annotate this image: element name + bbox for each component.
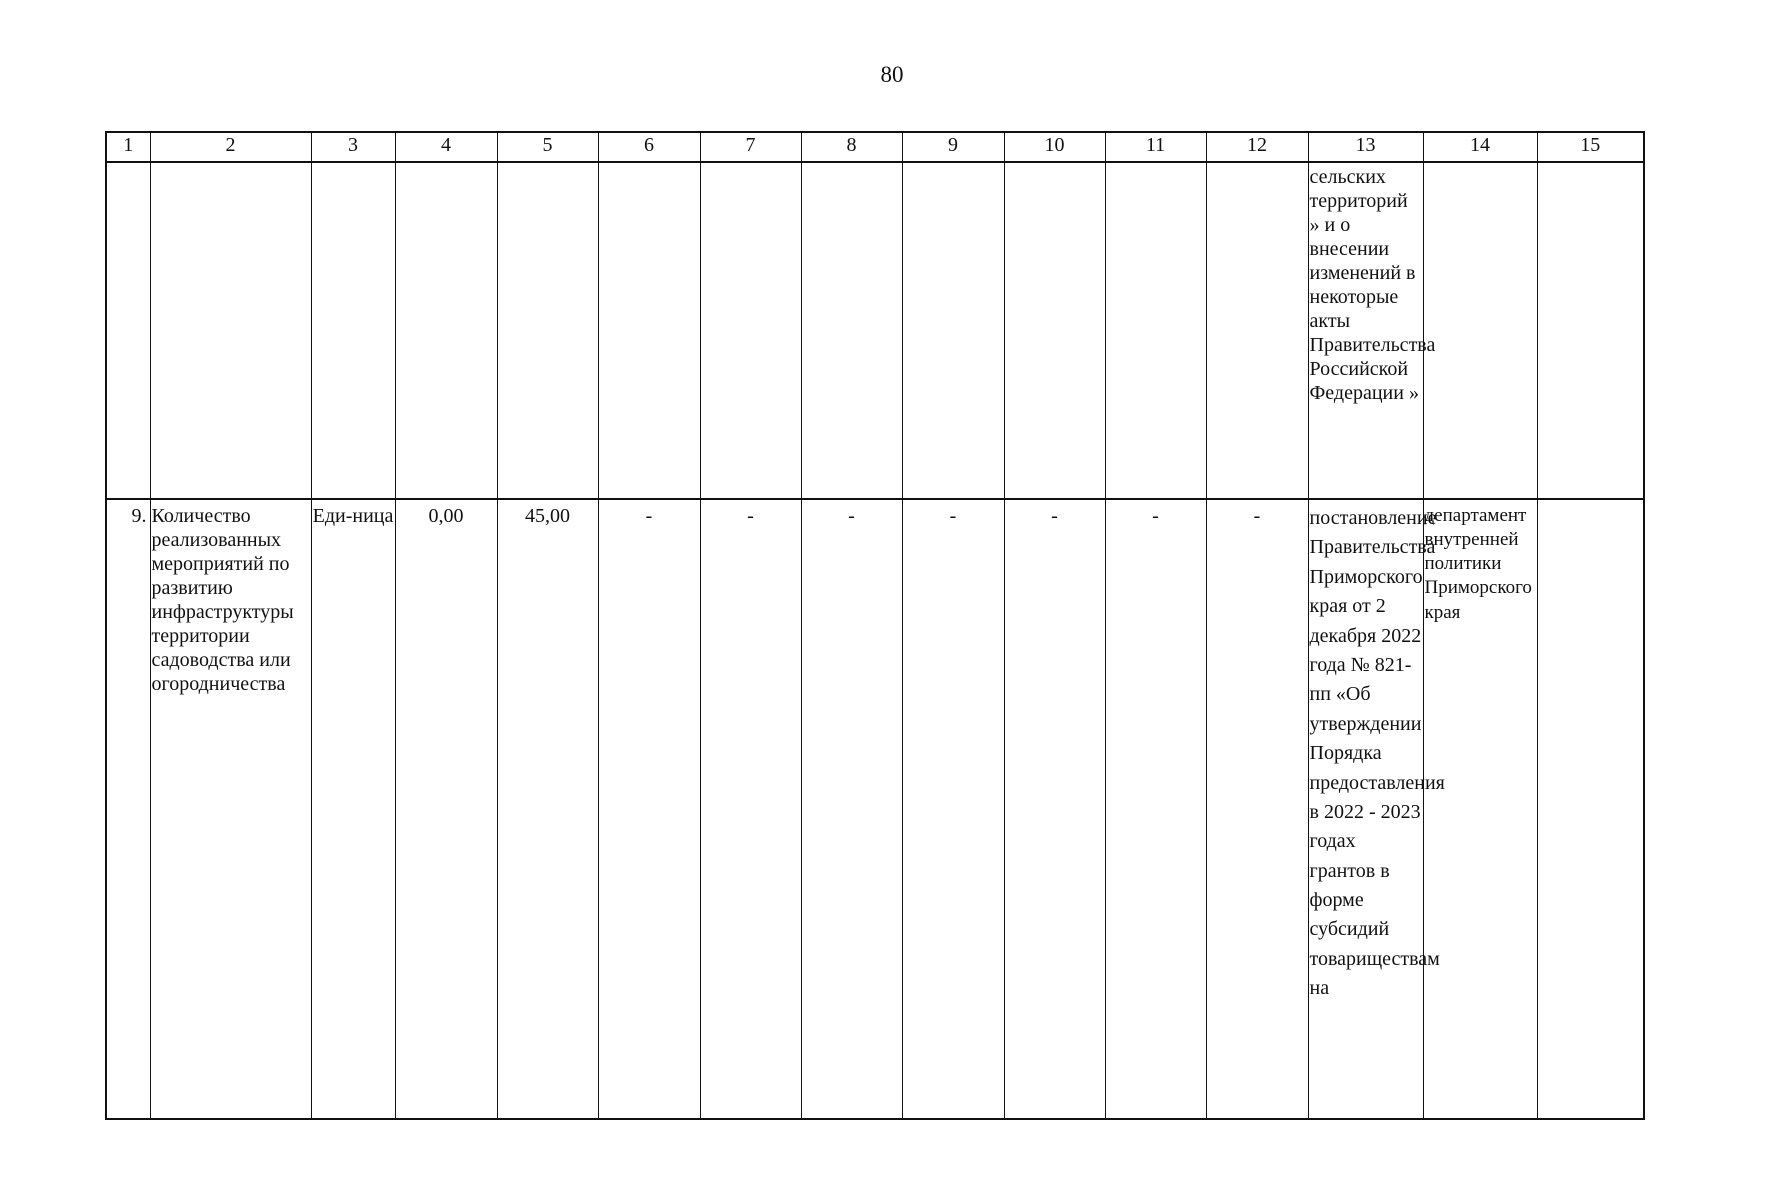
table-cell xyxy=(1423,499,1537,1119)
header-cell: 7 xyxy=(700,132,801,162)
year-value: - xyxy=(747,505,754,527)
table-cell xyxy=(311,499,395,1119)
indicator-name: Количество реализованных мероприятий по развитию инфраструктуры территории садоводства или огородничества xyxy=(151,505,294,695)
table-row-9 xyxy=(106,499,1644,1119)
target-value: 45,00 xyxy=(525,505,570,527)
header-cell: 11 xyxy=(1105,132,1206,162)
table-cell xyxy=(1308,499,1445,1119)
unit-of-measure: Еди-ница xyxy=(312,505,394,527)
table-cell xyxy=(1537,499,1644,1119)
table-cell xyxy=(1004,162,1105,499)
header-cell: 8 xyxy=(801,132,902,162)
table-cell xyxy=(497,162,598,499)
responsible-executor: департамент внутренней политики Приморского края xyxy=(1424,505,1532,623)
header-cell: 12 xyxy=(1206,132,1308,162)
year-value: - xyxy=(1253,505,1261,527)
table-cell xyxy=(801,499,902,1119)
legal-act-text: постановление Правительства Приморского края от 2 декабря 2022 года № 821-пп «Об утверждении Порядка предоставления в 2022 - 2023 годах грантов в форме субсидий товариществам на xyxy=(1309,507,1445,1000)
table-cell xyxy=(1206,162,1308,499)
table-cell xyxy=(1105,162,1206,499)
header-cell: 14 xyxy=(1423,132,1537,162)
table-cell xyxy=(1423,162,1537,499)
year-value: - xyxy=(645,505,653,527)
row-number: 9. xyxy=(106,499,150,1119)
header-cell: 1 xyxy=(106,132,150,162)
header-cell: 2 xyxy=(150,132,311,162)
table-cell xyxy=(311,162,395,499)
header-row xyxy=(106,132,1644,162)
table-cell xyxy=(598,499,700,1119)
header-cell: 9 xyxy=(902,132,1004,162)
header-cell: 15 xyxy=(1537,132,1644,162)
table-cell xyxy=(106,162,150,499)
notes xyxy=(1538,500,1644,504)
table-row-continuation xyxy=(106,162,1644,499)
year-value: - xyxy=(1051,505,1058,527)
table-cell xyxy=(150,499,311,1119)
table-cell xyxy=(902,162,1004,499)
header-cell: 6 xyxy=(598,132,700,162)
table-cell xyxy=(395,499,497,1119)
year-value: - xyxy=(1152,505,1159,527)
table-cell xyxy=(150,162,311,499)
table-cell xyxy=(1105,499,1206,1119)
year-value: - xyxy=(949,505,957,527)
table-cell xyxy=(1308,162,1436,499)
header-cell: 4 xyxy=(395,132,497,162)
year-value: - xyxy=(848,505,855,527)
header-cell: 3 xyxy=(311,132,395,162)
table-cell xyxy=(1004,499,1105,1119)
table-cell xyxy=(497,499,598,1119)
header-cell: 10 xyxy=(1004,132,1105,162)
data-table xyxy=(105,131,1645,1120)
header-cell: 13 xyxy=(1308,132,1423,162)
base-value: 0,00 xyxy=(428,505,464,527)
legal-act-continuation-text: сельских территорий » и о внесении изменений в некоторые акты Правительства Российской Федерации » xyxy=(1309,166,1436,404)
table-cell xyxy=(902,499,1004,1119)
table-cell xyxy=(395,162,497,499)
table-cell xyxy=(598,162,700,499)
table-cell xyxy=(1537,162,1644,499)
table-cell xyxy=(1206,499,1308,1119)
table-cell xyxy=(700,162,801,499)
table-cell xyxy=(801,162,902,499)
page-number: 80 xyxy=(880,62,904,87)
header-cell: 5 xyxy=(497,132,598,162)
table-cell xyxy=(700,499,801,1119)
